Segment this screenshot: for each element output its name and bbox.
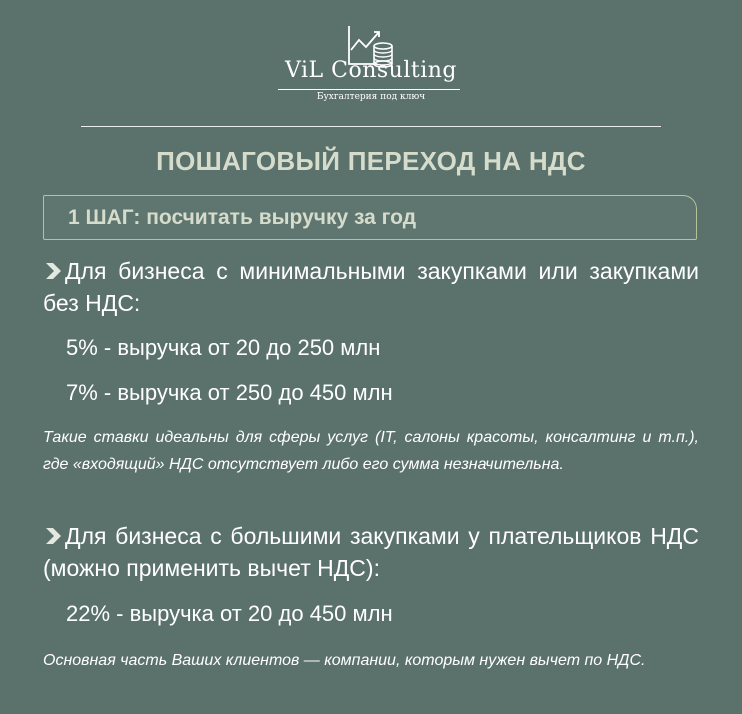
section2-note: Основная часть Ваших клиентов — компании, которым нужен вычет по НДС. [43,652,646,669]
section2-heading: Для бизнеса с большими закупками у плательщиков НДС (можно применить вычет НДС): [43,523,699,581]
section1-heading: Для бизнеса с минимальными закупками или закупками без НДС: [43,258,699,316]
page-title: ПОШАГОВЫЙ ПЕРЕХОД НА НДС [156,146,586,176]
section1-rate-2: 7% - выручка от 250 до 450 млн [66,380,393,405]
section1-heading-block [43,255,699,319]
section2-heading-block [43,520,699,584]
section1-rate-1: 5% - выручка от 20 до 250 млн [66,335,381,360]
brand-name: ViL Consulting [284,58,457,83]
brand-underline [278,89,460,90]
section1-note: Такие ставки идеальны для сферы услуг (IT, салоны красоты, консалтинг и т.п.), где «входящий» НДС отсутствует либо его сумма незначительна. [43,429,699,473]
brand-tagline: Бухгалтерия под ключ [316,92,426,102]
chevron-right-icon [43,261,63,281]
step-label: 1 ШАГ: посчитать выручку за год [68,206,417,229]
section2-rate-1: 22% - выручка от 20 до 450 млн [66,601,393,626]
header-divider [81,126,661,127]
step-banner [43,195,697,240]
chevron-right-icon [43,526,63,546]
